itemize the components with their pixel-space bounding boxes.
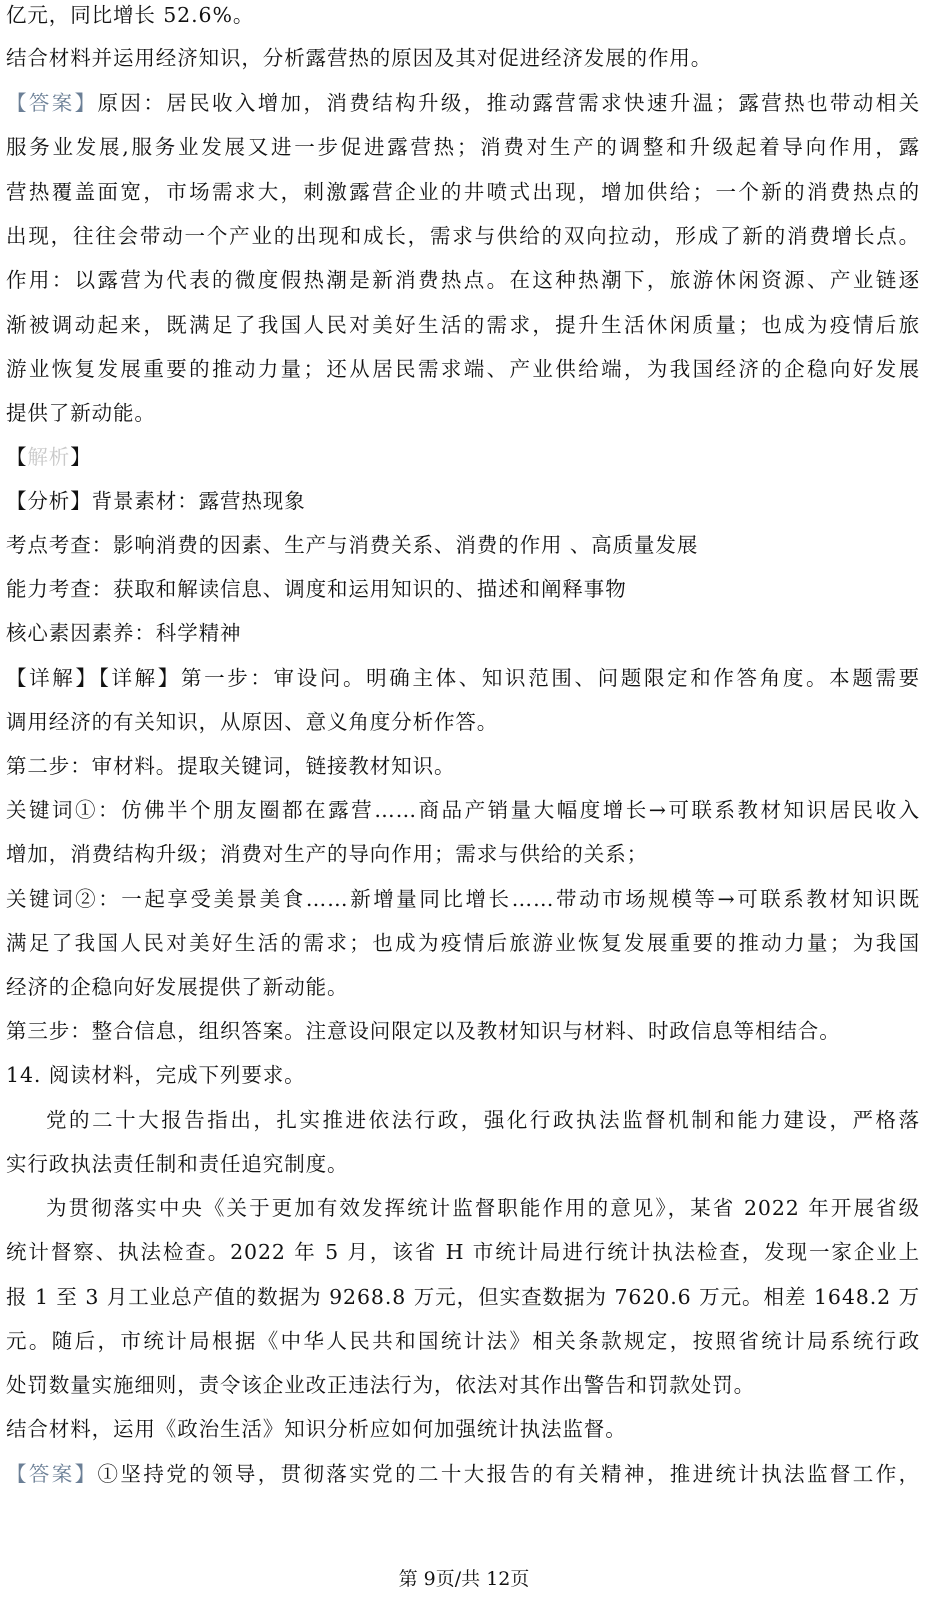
jiexi-faded-text: 解析 — [27, 445, 71, 469]
answer-line — [6, 88, 920, 118]
answer-tag: 【答案】 — [6, 91, 98, 115]
text-line: 元。随后，市统计局根据《中华人民共和国统计法》相关条款规定，按照省统计局系统行政 — [6, 1329, 920, 1353]
text-line: 关键词②：一起享受美景美食……新增量同比增长……带动市场规模等→可联系教材知识既 — [6, 887, 920, 911]
answer-tag: 【答案】 — [6, 1462, 98, 1486]
text-line: 服务业发展,服务业发展又进一步促进露营热；消费对生产的调整和升级起着导向作用，露 — [6, 135, 920, 159]
text-line: 经济的企稳向好发展提供了新动能。 — [6, 975, 349, 999]
text-line: 游业恢复发展重要的推动力量；还从居民需求端、产业供给端，为我国经济的企稳向好发展 — [6, 357, 920, 381]
text-line: 处罚数量实施细则，责令该企业改正违法行为，依法对其作出警告和罚款处罚。 — [6, 1373, 755, 1397]
material-paragraph-1: 党的二十大报告指出，扎实推进依法行政，强化行政执法监督机制和能力建设，严格落 — [46, 1108, 920, 1132]
text-line: 第三步：整合信息，组织答案。注意设问限定以及教材知识与材料、时政信息等相结合。 — [6, 1019, 841, 1043]
question-prompt: 结合材料并运用经济知识，分析露营热的原因及其对促进经济发展的作用。 — [6, 46, 713, 70]
text-line: 亿元，同比增长 52.6%。 — [6, 3, 255, 27]
text-line: 增加，消费结构升级；消费对生产的导向作用；需求与供给的关系； — [6, 842, 648, 866]
text-line: 报 1 至 3 月工业总产值的数据为 9268.8 万元，但实查数据为 7620.6 万元。相差 1648.2 万 — [6, 1285, 920, 1309]
question-14-title: 14. 阅读材料，完成下列要求。 — [6, 1063, 306, 1087]
text-line: 出现，往往会带动一个产业的出现和成长，需求与供给的双向拉动，形成了新的消费增长点。 — [6, 224, 920, 248]
page-footer: 第 9页/共 12页 — [398, 1568, 530, 1590]
text-line: 渐被调动起来，既满足了我国人民对美好生活的需求，提升生活休闲质量；也成为疫情后旅 — [6, 313, 920, 337]
material-paragraph-2: 为贯彻落实中央《关于更加有效发挥统计监督职能作用的意见》，某省 2022 年开展省级 — [46, 1196, 920, 1220]
text-line: 实行政执法责任制和责任追究制度。 — [6, 1152, 349, 1176]
detail-line: 【详解】【详解】第一步：审设问。明确主体、知识范围、问题限定和作答角度。本题需要 — [6, 666, 920, 690]
text-line: 考点考查：影响消费的因素、生产与消费关系、消费的作用 、高质量发展 — [6, 533, 699, 557]
text-line: 关键词①：仿佛半个朋友圈都在露营……商品产销量大幅度增长→可联系教材知识居民收入 — [6, 798, 920, 822]
question-prompt: 结合材料，运用《政治生活》知识分析应如何加强统计执法监督。 — [6, 1417, 627, 1441]
text-line: 调用经济的有关知识，从原因、意义角度分析作答。 — [6, 710, 499, 734]
text-line: 营热覆盖面宽，市场需求大，刺激露营企业的井喷式出现，增加供给；一个新的消费热点的 — [6, 180, 920, 204]
text-line: 能力考查：获取和解读信息、调度和运用知识的、描述和阐释事物 — [6, 577, 627, 601]
text-line: 满足了我国人民对美好生活的需求；也成为疫情后旅游业恢复发展重要的推动力量；为我国 — [6, 931, 920, 955]
jiexi-heading: 【解析】 — [6, 445, 92, 469]
text-line: 作用：以露营为代表的微度假热潮是新消费热点。在这种热潮下，旅游休闲资源、产业链逐 — [6, 268, 920, 292]
text-line: 提供了新动能。 — [6, 401, 156, 425]
answer-text: 原因：居民收入增加，消费结构升级，推动露营需求快速升温；露营热也带动相关 — [97, 91, 920, 115]
text-line: 统计督察、执法检查。2022 年 5 月，该省 H 市统计局进行统计执法检查，发现一家企业上 — [6, 1240, 920, 1264]
text-line: 第二步：审材料。提取关键词，链接教材知识。 — [6, 754, 456, 778]
analysis-line: 【分析】背景素材：露营热现象 — [6, 489, 306, 513]
text-line: 核心素因素养：科学精神 — [6, 621, 242, 645]
answer-text: ①坚持党的领导，贯彻落实党的二十大报告的有关精神，推进统计执法监督工作， — [97, 1462, 920, 1486]
answer-line — [6, 1459, 920, 1489]
